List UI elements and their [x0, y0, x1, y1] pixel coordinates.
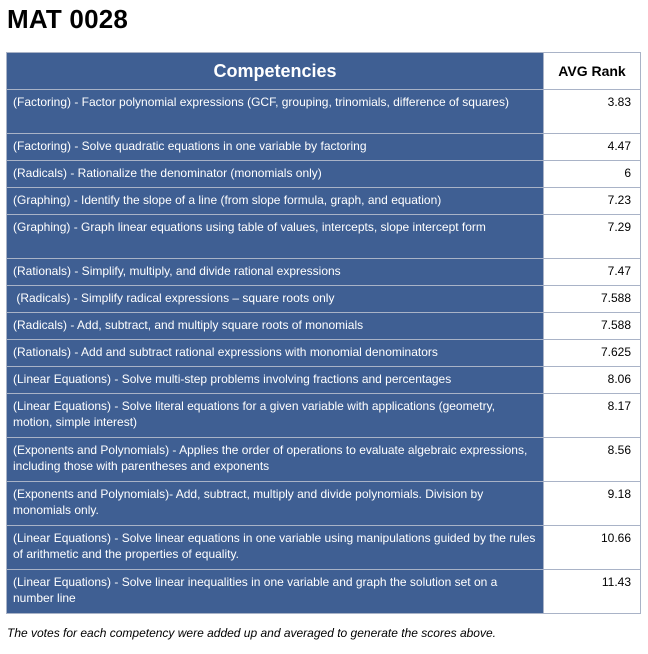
table-header-row	[7, 53, 641, 90]
rank-cell: 7.47	[544, 259, 641, 286]
competency-cell: (Linear Equations) - Solve multi-step problems involving fractions and percentages	[7, 367, 544, 394]
rank-cell: 8.06	[544, 367, 641, 394]
competency-cell: (Graphing) - Graph linear equations using table of values, intercepts, slope intercept form	[7, 215, 544, 259]
competency-cell: (Rationals) - Add and subtract rational expressions with monomial denominators	[7, 340, 544, 367]
rank-cell: 10.66	[544, 526, 641, 570]
competency-cell: (Linear Equations) - Solve linear equations in one variable using manipulations guided by the rules of arithmetic and the properties of equality.	[7, 526, 544, 570]
table-row	[7, 438, 641, 482]
competency-table	[6, 52, 641, 614]
competency-cell: (Graphing) - Identify the slope of a line (from slope formula, graph, and equation)	[7, 188, 544, 215]
table-row	[7, 161, 641, 188]
rank-cell: 7.23	[544, 188, 641, 215]
competency-cell: (Exponents and Polynomials)- Add, subtract, multiply and divide polynomials. Division by monomials only.	[7, 482, 544, 526]
footnote: The votes for each competency were added up and averaged to generate the scores above.	[7, 626, 496, 640]
competency-cell: (Radicals) - Simplify radical expressions – square roots only	[7, 286, 544, 313]
competency-cell: (Linear Equations) - Solve linear inequalities in one variable and graph the solution set on a number line	[7, 570, 544, 614]
competency-cell: (Linear Equations) - Solve literal equations for a given variable with applications (geometry, motion, simple interest)	[7, 394, 544, 438]
rank-cell: 4.47	[544, 134, 641, 161]
table-row	[7, 482, 641, 526]
rank-cell: 8.17	[544, 394, 641, 438]
table-row	[7, 570, 641, 614]
table-row	[7, 340, 641, 367]
table-row	[7, 188, 641, 215]
rank-cell: 7.29	[544, 215, 641, 259]
rank-cell: 3.83	[544, 90, 641, 134]
rank-cell: 9.18	[544, 482, 641, 526]
table-row	[7, 90, 641, 134]
rank-cell: 8.56	[544, 438, 641, 482]
rank-cell: 7.588	[544, 286, 641, 313]
avg-rank-header: AVG Rank	[544, 53, 641, 90]
rank-cell: 7.625	[544, 340, 641, 367]
competency-cell: (Radicals) - Rationalize the denominator (monomials only)	[7, 161, 544, 188]
competencies-header: Competencies	[7, 53, 544, 90]
table-row	[7, 259, 641, 286]
competency-cell: (Factoring) - Factor polynomial expressions (GCF, grouping, trinomials, difference of squares)	[7, 90, 544, 134]
rank-cell: 11.43	[544, 570, 641, 614]
rank-cell: 6	[544, 161, 641, 188]
competency-cell: (Factoring) - Solve quadratic equations in one variable by factoring	[7, 134, 544, 161]
table-row	[7, 134, 641, 161]
table-row	[7, 215, 641, 259]
competency-cell: (Exponents and Polynomials) - Applies the order of operations to evaluate algebraic expressions, including those with parentheses and exponents	[7, 438, 544, 482]
table-row	[7, 394, 641, 438]
competency-cell: (Rationals) - Simplify, multiply, and divide rational expressions	[7, 259, 544, 286]
table-row	[7, 367, 641, 394]
rank-cell: 7.588	[544, 313, 641, 340]
table-row	[7, 526, 641, 570]
page-title: MAT 0028	[7, 4, 129, 34]
table-row	[7, 313, 641, 340]
competency-cell: (Radicals) - Add, subtract, and multiply square roots of monomials	[7, 313, 544, 340]
table-row	[7, 286, 641, 313]
